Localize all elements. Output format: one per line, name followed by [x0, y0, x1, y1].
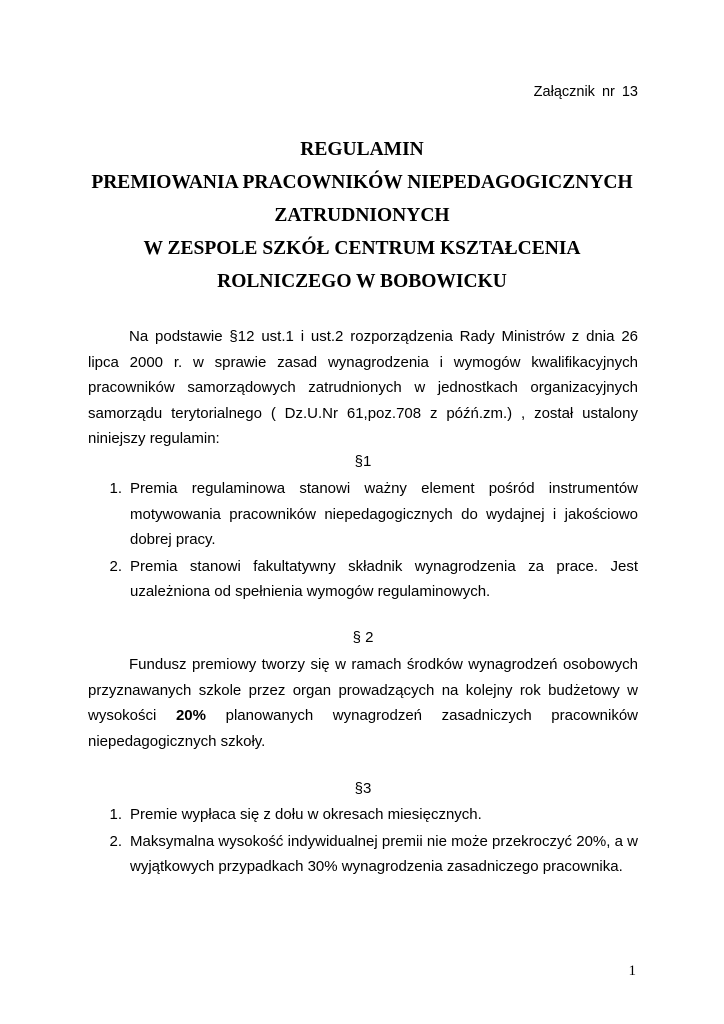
- section2-text: Fundusz premiowy tworzy się w ramach środków wynagrodzeń osobowych przyznawanych szkole przez organ prowadzących na kolejny rok budżetowy w wysokości: [88, 656, 638, 724]
- list-item-text: Premia stanowi fakultatywny składnik wynagrodzenia za prace. Jest uzależniona od spełnienia wymogów regulaminowych.: [130, 557, 638, 600]
- section-heading: §3: [354, 780, 372, 797]
- intro-paragraph: Na podstawie §12 ust.1 i ust.2 rozporządzenia Rady Ministrów z dnia 26 lipca 2000 r. w sprawie zasad wynagrodzenia i wymogów kwalifikacyjnych pracowników samorządowych zatrudnionych w jednostkach organizacyjnych samorządu terytorialnego ( Dz.U.Nr 61,poz.708 z późń.zm.) , został ustalony niniejszy regulamin:: [88, 328, 638, 447]
- section2-percent: 20%: [175, 707, 206, 724]
- page-number: 1: [628, 963, 636, 979]
- list-item-text: Premie wypłaca się z dołu w okresach miesięcznych.: [130, 806, 482, 823]
- title-line: ROLNICZEGO W BOBOWICKU: [217, 271, 507, 292]
- title-line: REGULAMIN: [300, 139, 424, 160]
- list-item-number: 1.: [109, 806, 122, 823]
- title-line: PREMIOWANIA PRACOWNIKÓW NIEPEDAGOGICZNYCH: [91, 172, 633, 193]
- section-heading: §1: [354, 453, 372, 470]
- document-title: [60, 133, 664, 298]
- annex-label: Załącznik nr 13: [533, 84, 638, 100]
- section2-text: planowanych wynagrodzeń zasadniczych pracowników niepedagogicznych szkoły.: [88, 707, 638, 750]
- section3-list: [88, 802, 638, 880]
- title-line: ZATRUDNIONYCH: [274, 205, 450, 226]
- list-item: [88, 554, 638, 605]
- section-heading: § 2: [352, 629, 374, 646]
- section1-list: [88, 476, 638, 605]
- section2-paragraph: [88, 652, 638, 754]
- list-item-text: Maksymalna wysokość indywidualnej premii nie może przekroczyć 20%, a w wyjątkowych przypadkach 30% wynagrodzenia zasadniczego pracownika.: [130, 832, 638, 875]
- list-item-number: 2.: [109, 557, 122, 575]
- list-item: [88, 802, 638, 828]
- list-item: [88, 829, 638, 880]
- list-item-number: 2.: [109, 832, 122, 850]
- list-item: [88, 476, 638, 553]
- title-line: W ZESPOLE SZKÓŁ CENTRUM KSZTAŁCENIA: [143, 238, 581, 259]
- list-item-text: Premia regulaminowa stanowi ważny element pośród instrumentów motywowania pracowników niepedagogicznych do wydajnej i jakościowo dobrej pracy.: [130, 480, 638, 548]
- list-item-number: 1.: [109, 480, 122, 497]
